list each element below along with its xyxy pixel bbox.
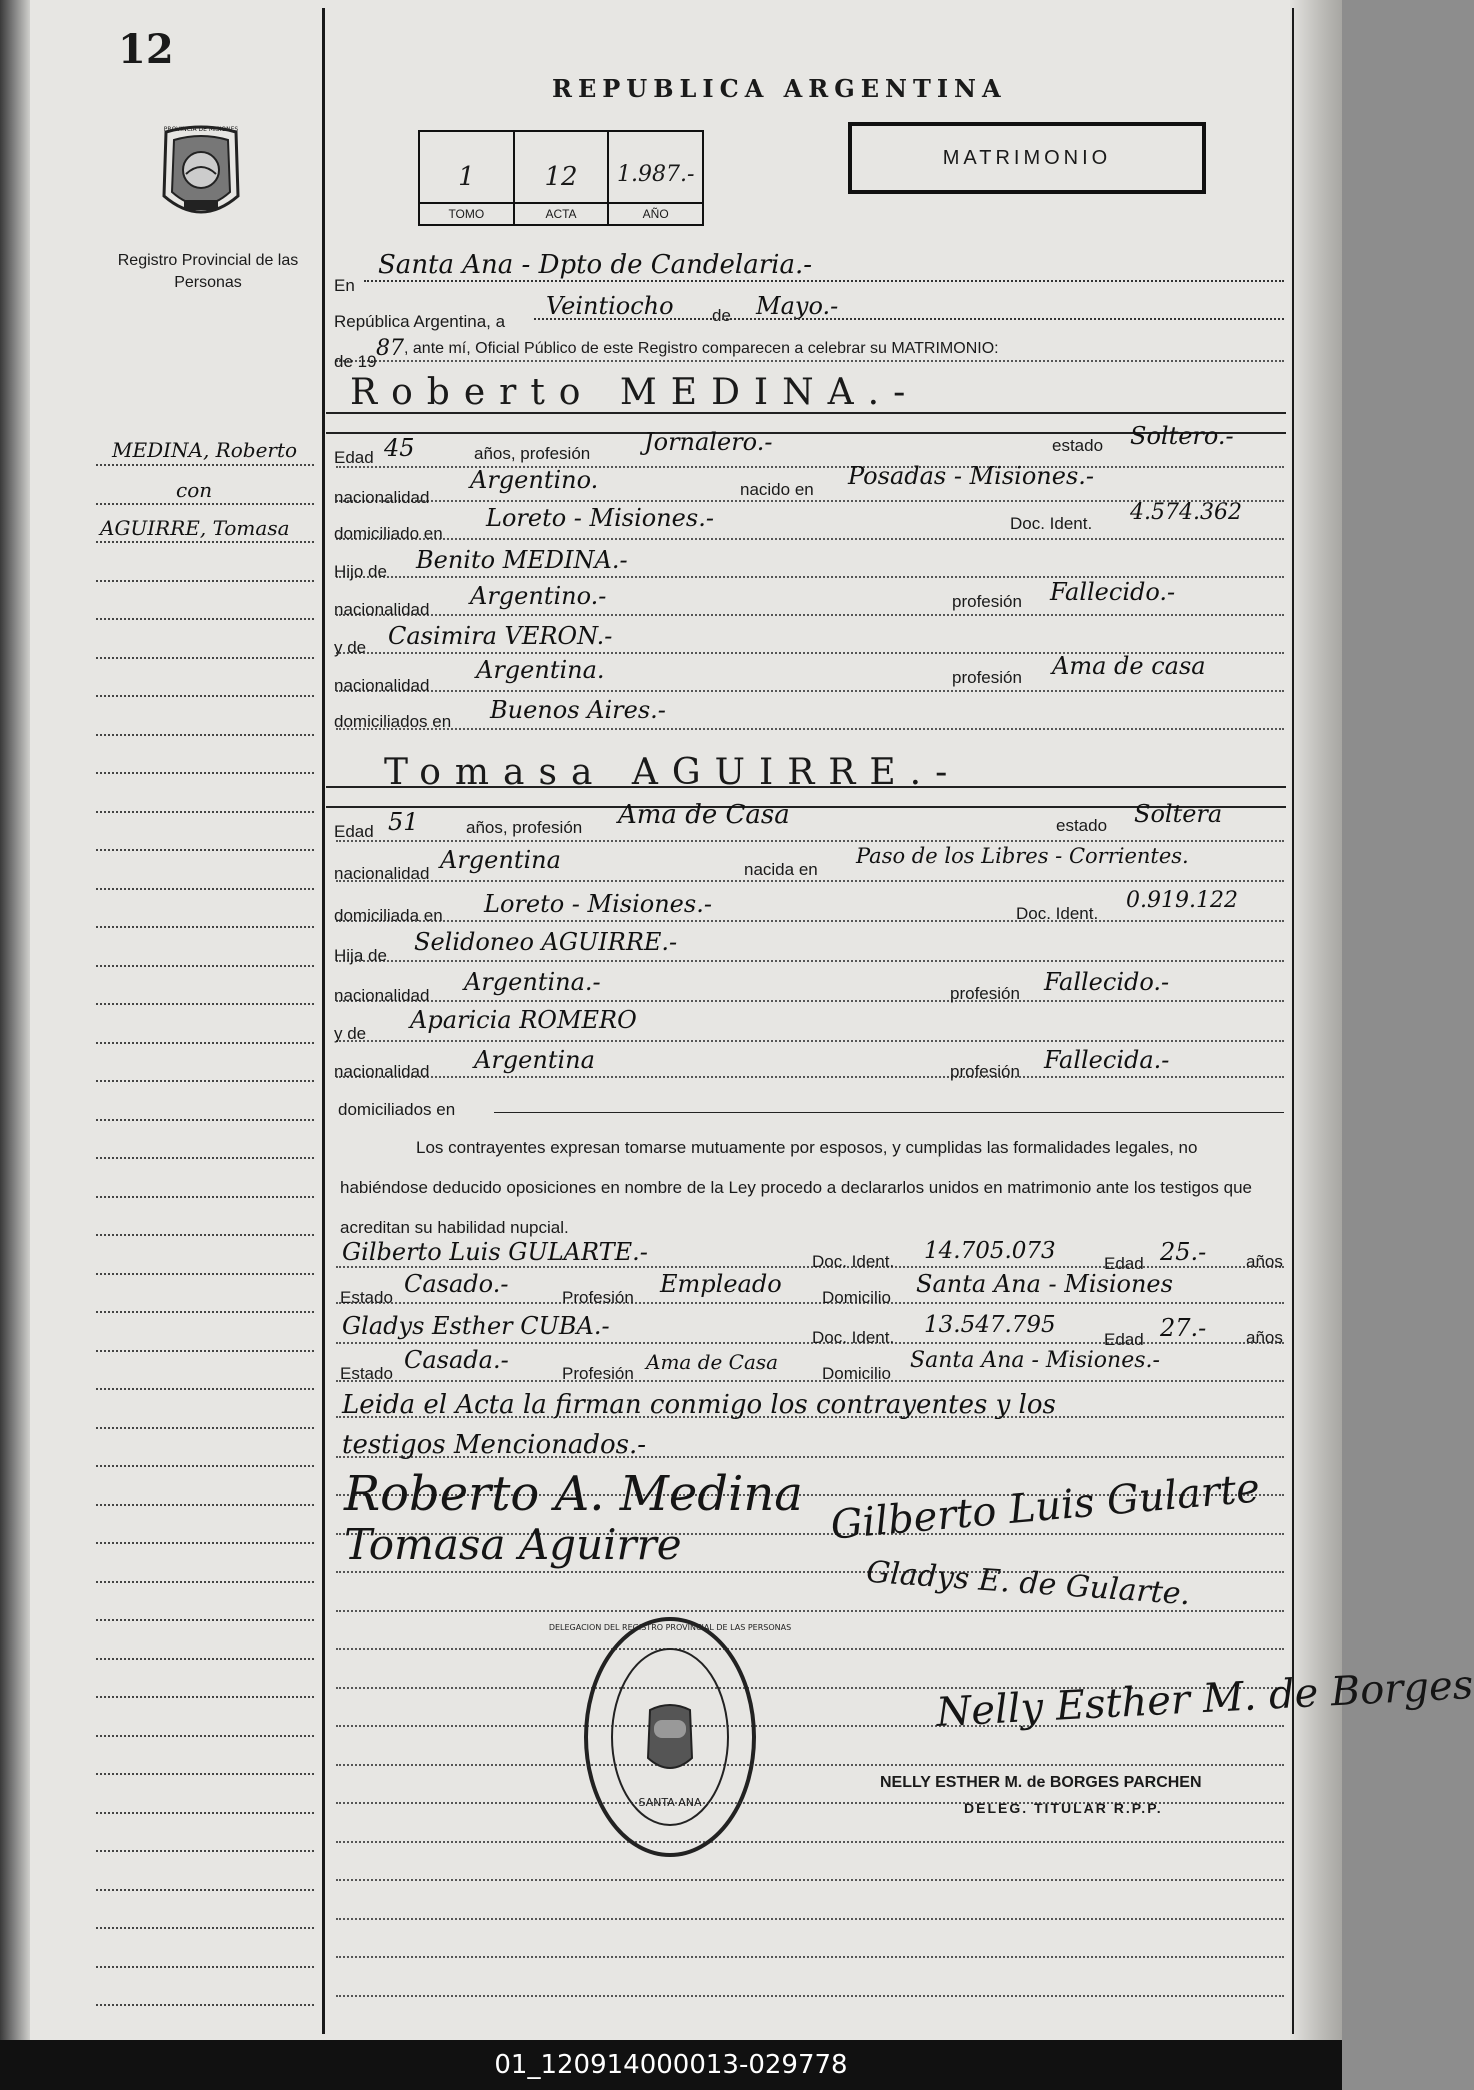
bride-edad: 51 <box>388 808 419 836</box>
margin-line <box>96 657 314 659</box>
margin-line <box>96 1427 314 1429</box>
witness2-signature: Gladys E. de Gularte. <box>865 1554 1192 1613</box>
page-edge <box>1290 0 1342 2040</box>
margin-line <box>96 1504 314 1506</box>
bride-name-rule <box>326 786 1286 788</box>
field-line <box>336 840 1284 842</box>
margin-line <box>96 580 314 582</box>
margin-line <box>96 1119 314 1121</box>
witness1-estado: Casado.- <box>404 1270 509 1298</box>
tomo-acta-box <box>418 130 704 226</box>
blank-line <box>336 1879 1284 1881</box>
bride-edad-label: Edad <box>334 822 374 841</box>
bride-mother-nac-label: nacionalidad <box>334 1062 430 1081</box>
coat-of-arms-icon <box>158 124 244 230</box>
margin-line <box>96 1850 314 1852</box>
bride-mother: Aparicia ROMERO <box>410 1006 637 1034</box>
bride-hija-label: Hija de <box>334 946 387 965</box>
groom-anos-label: años, profesión <box>474 444 591 463</box>
closing-line1: Leida el Acta la firman conmigo los contrayentes y los <box>342 1390 1056 1420</box>
bride-dom-label: domiciliada en <box>334 906 443 925</box>
day-value: Veintiocho <box>546 292 674 320</box>
en-label: En <box>334 276 355 295</box>
groom-doms-label: domiciliados en <box>334 712 452 731</box>
binding-edge <box>0 0 30 2040</box>
margin-line <box>96 541 314 543</box>
groom-domicilio: Loreto - Misiones.- <box>486 504 714 532</box>
round-stamp <box>548 1612 792 1862</box>
groom-profesion: Jornalero.- <box>644 428 773 456</box>
bride-father: Selidoneo AGUIRRE.- <box>414 928 678 956</box>
groom-estado-label: estado <box>1052 436 1104 455</box>
margin-line <box>96 464 314 466</box>
witness2-doc: 13.547.795 <box>924 1312 1056 1338</box>
anio-cell <box>609 132 702 224</box>
anio-label: AÑO <box>609 202 702 224</box>
seal-text: PROVINCIA DE MISIONES <box>163 126 239 133</box>
round-stamp-outer: DELEGACION DEL REGISTRO PROVINCIAL DE LAS PERSONAS <box>548 1623 792 1632</box>
bride-estado-label: estado <box>1056 816 1108 835</box>
margin-note-line3: AGUIRRE, Tomasa <box>100 516 290 540</box>
bride-mother-nac: Argentina <box>474 1046 595 1074</box>
groom-edad-label: Edad <box>334 448 374 467</box>
field-line <box>336 1040 1284 1042</box>
margin-line <box>96 811 314 813</box>
margin-line <box>96 1619 314 1621</box>
margin-line <box>96 1157 314 1159</box>
blank-line <box>336 1956 1284 1958</box>
bride-domicilio: Loreto - Misiones.- <box>484 890 712 918</box>
footer-id: 01_120914000013-029778 <box>0 2040 1342 2090</box>
groom-father: Benito MEDINA.- <box>416 546 628 574</box>
margin-line <box>96 1735 314 1737</box>
margin-line <box>96 1581 314 1583</box>
year-label: de 19 <box>334 352 377 371</box>
groom-mother-prof: Ama de casa <box>1052 652 1206 680</box>
margin-rule <box>322 8 325 2034</box>
bride-name: Tomasa AGUIRRE.- <box>384 752 962 793</box>
groom-doc: 4.574.362 <box>1130 500 1242 525</box>
declaration-text <box>340 1128 1286 1248</box>
groom-doc-label: Doc. Ident. <box>1010 514 1093 533</box>
witness2-edad: 27.- <box>1160 1314 1207 1342</box>
margin-line <box>96 734 314 736</box>
witness1-dom-label: Domicilio <box>822 1288 891 1307</box>
tomo-label: TOMO <box>420 202 513 224</box>
anio-value: 1.987.- <box>616 162 695 187</box>
witness2-name: Gladys Esther CUBA.- <box>342 1312 610 1340</box>
groom-nacido: Posadas - Misiones.- <box>848 462 1095 490</box>
groom-name: Roberto MEDINA.- <box>350 372 920 413</box>
margin-line <box>96 965 314 967</box>
margin-line <box>96 1042 314 1044</box>
republica-label: República Argentina, a <box>334 312 506 331</box>
margin-line <box>96 1273 314 1275</box>
margin-line <box>96 1465 314 1467</box>
witness1-prof-label: Profesión <box>562 1288 634 1307</box>
year-value: 87 <box>376 336 404 361</box>
field-line <box>336 920 1284 922</box>
groom-parents-dom: Buenos Aires.- <box>490 696 666 724</box>
acta-value: 12 <box>544 162 578 192</box>
bride-father-nac: Argentina.- <box>464 968 601 996</box>
margin-line <box>96 695 314 697</box>
bride-estado: Soltera <box>1134 800 1223 828</box>
margin-line <box>96 888 314 890</box>
witness2-dom-label: Domicilio <box>822 1364 891 1383</box>
margin-note-line2: con <box>176 478 213 502</box>
margin-line <box>96 1542 314 1544</box>
groom-father-nac-label: nacionalidad <box>334 600 430 619</box>
witness2-estado: Casada.- <box>404 1346 509 1374</box>
blank-line <box>336 1841 1284 1843</box>
witness1-domicilio: Santa Ana - Misiones <box>916 1270 1173 1298</box>
bride-profesion: Ama de Casa <box>618 800 790 830</box>
margin-line <box>96 2004 314 2006</box>
witness2-estado-label: Estado <box>340 1364 393 1383</box>
record-type-box: MATRIMONIO <box>848 122 1206 194</box>
official-signature: Nelly Esther M. de Borges <box>935 1661 1474 1737</box>
witness2-anos-label: años <box>1246 1328 1283 1347</box>
blank-line <box>336 1764 1284 1766</box>
groom-father-prof-label: profesión <box>952 592 1022 611</box>
field-line <box>336 1000 1284 1002</box>
month-value: Mayo.- <box>756 292 839 320</box>
witness2-edad-label: Edad <box>1104 1330 1144 1349</box>
field-line <box>336 360 1284 362</box>
official-stamp-line1: NELLY ESTHER M. de BORGES PARCHEN <box>880 1774 1202 1791</box>
margin-line <box>96 1812 314 1814</box>
witness1-signature: Gilberto Luis Gularte <box>828 1465 1262 1549</box>
groom-nacido-label: nacido en <box>740 480 814 499</box>
acta-label: ACTA <box>515 202 608 224</box>
groom-estado: Soltero.- <box>1130 422 1234 450</box>
margin-line <box>96 1388 314 1390</box>
groom-name-rule <box>326 412 1286 414</box>
witness1-estado-label: Estado <box>340 1288 393 1307</box>
bride-father-prof: Fallecido.- <box>1044 968 1170 996</box>
groom-nac-label: nacionalidad <box>334 488 430 507</box>
blank-line <box>336 1995 1284 1997</box>
groom-mother-nac: Argentina. <box>476 656 605 684</box>
witness2-domicilio: Santa Ana - Misiones.- <box>910 1348 1160 1373</box>
margin-line <box>96 1080 314 1082</box>
witness1-doc: 14.705.073 <box>924 1238 1056 1264</box>
witness1-profesion: Empleado <box>660 1270 782 1298</box>
groom-father-nac: Argentino.- <box>470 582 607 610</box>
groom-edad: 45 <box>384 434 415 462</box>
bride-anos-label: años, profesión <box>466 818 583 837</box>
groom-hijo-label: Hijo de <box>334 562 387 581</box>
official-stamp-line2: DELEG. TITULAR R.P.P. <box>964 1800 1163 1816</box>
margin-line <box>96 1773 314 1775</box>
margin-line <box>96 926 314 928</box>
de-label: de <box>712 306 731 325</box>
field-line <box>336 728 1284 730</box>
margin-line <box>96 772 314 774</box>
bride-doms-label: domiciliados en <box>338 1100 456 1119</box>
registry-name: Registro Provincial de las Personas <box>117 252 299 291</box>
bride-nac-label: nacionalidad <box>334 864 430 883</box>
margin-line <box>96 618 314 620</box>
margin-note-line1: MEDINA, Roberto <box>112 438 298 462</box>
margin-line <box>96 1196 314 1198</box>
witness2-doc-label: Doc. Ident. <box>812 1328 895 1347</box>
witness1-anos-label: años <box>1246 1252 1283 1271</box>
witness2-profesion: Ama de Casa <box>646 1350 779 1374</box>
groom-nacionalidad: Argentino. <box>470 466 599 494</box>
margin-line <box>96 1311 314 1313</box>
field-line <box>336 1380 1284 1382</box>
blank-line <box>336 1918 1284 1920</box>
tomo-cell <box>420 132 515 224</box>
bride-parents-dom-line <box>494 1112 1284 1113</box>
place-value: Santa Ana - Dpto de Candelaria.- <box>378 250 813 280</box>
bride-signature: Tomasa Aguirre <box>344 1520 682 1569</box>
witness1-doc-label: Doc. Ident. <box>812 1252 895 1271</box>
page-number: 12 <box>118 26 174 73</box>
blank-line <box>336 1648 1284 1650</box>
margin-line <box>96 849 314 851</box>
round-stamp-inner: SANTA ANA <box>638 1796 702 1809</box>
groom-yde-label: y de <box>334 638 367 657</box>
blank-line <box>336 1571 1284 1573</box>
field-line <box>336 538 1284 540</box>
intro-text: , ante mí, Oficial Público de este Registro comparecen a celebrar su MATRIMONIO: <box>404 340 999 357</box>
declaration-body: Los contrayentes expresan tomarse mutuamente por esposos, y cumplidas las formalidades legales, no habiéndose deducido oposiciones en nombre de la Ley procedo a declararlos unidos en matrimonio ante los testigos que acreditan su habilidad nupcial. <box>340 1138 1252 1237</box>
margin-line <box>96 1658 314 1660</box>
bride-father-prof-label: profesión <box>950 984 1020 1003</box>
witness1-edad-label: Edad <box>1104 1254 1144 1273</box>
groom-mother: Casimira VERON.- <box>388 622 613 650</box>
republic-title: REPUBLICA ARGENTINA <box>552 74 1007 103</box>
field-line <box>336 880 1284 882</box>
groom-signature: Roberto A. Medina <box>344 1466 803 1522</box>
acta-cell <box>515 132 610 224</box>
witness2-prof-label: Profesión <box>562 1364 634 1383</box>
field-line <box>336 960 1284 962</box>
bride-nacida-label: nacida en <box>744 860 818 879</box>
groom-mother-prof-label: profesión <box>952 668 1022 687</box>
place-line <box>364 280 1284 282</box>
closing-line2: testigos Mencionados.- <box>342 1430 647 1460</box>
margin-line <box>96 1696 314 1698</box>
blank-line <box>336 1610 1284 1612</box>
bride-doc: 0.919.122 <box>1126 888 1238 913</box>
bride-nacionalidad: Argentina <box>440 846 561 874</box>
witness1-name: Gilberto Luis GULARTE.- <box>342 1238 648 1266</box>
margin-line <box>96 1927 314 1929</box>
bride-mother-prof: Fallecida.- <box>1044 1046 1170 1074</box>
margin-line <box>96 503 314 505</box>
margin-line <box>96 1350 314 1352</box>
field-line <box>336 690 1284 692</box>
margin-line <box>96 1889 314 1891</box>
tomo-value: 1 <box>458 162 475 192</box>
field-line <box>336 1302 1284 1304</box>
groom-mother-nac-label: nacionalidad <box>334 676 430 695</box>
bride-mother-prof-label: profesión <box>950 1062 1020 1081</box>
groom-father-prof: Fallecido.- <box>1050 578 1176 606</box>
date-line <box>534 318 1284 320</box>
bride-father-nac-label: nacionalidad <box>334 986 430 1005</box>
field-line <box>336 614 1284 616</box>
groom-dom-label: domiciliado en <box>334 524 443 543</box>
bride-doc-label: Doc. Ident. <box>1016 904 1099 923</box>
field-line <box>336 1076 1284 1078</box>
bride-yde-label: y de <box>334 1024 367 1043</box>
margin-line <box>96 1966 314 1968</box>
right-rule <box>1292 8 1294 2034</box>
margin-line <box>96 1234 314 1236</box>
margin-line <box>96 1003 314 1005</box>
witness1-edad: 25.- <box>1160 1238 1207 1266</box>
bride-nacida: Paso de los Libres - Corrientes. <box>856 844 1189 868</box>
